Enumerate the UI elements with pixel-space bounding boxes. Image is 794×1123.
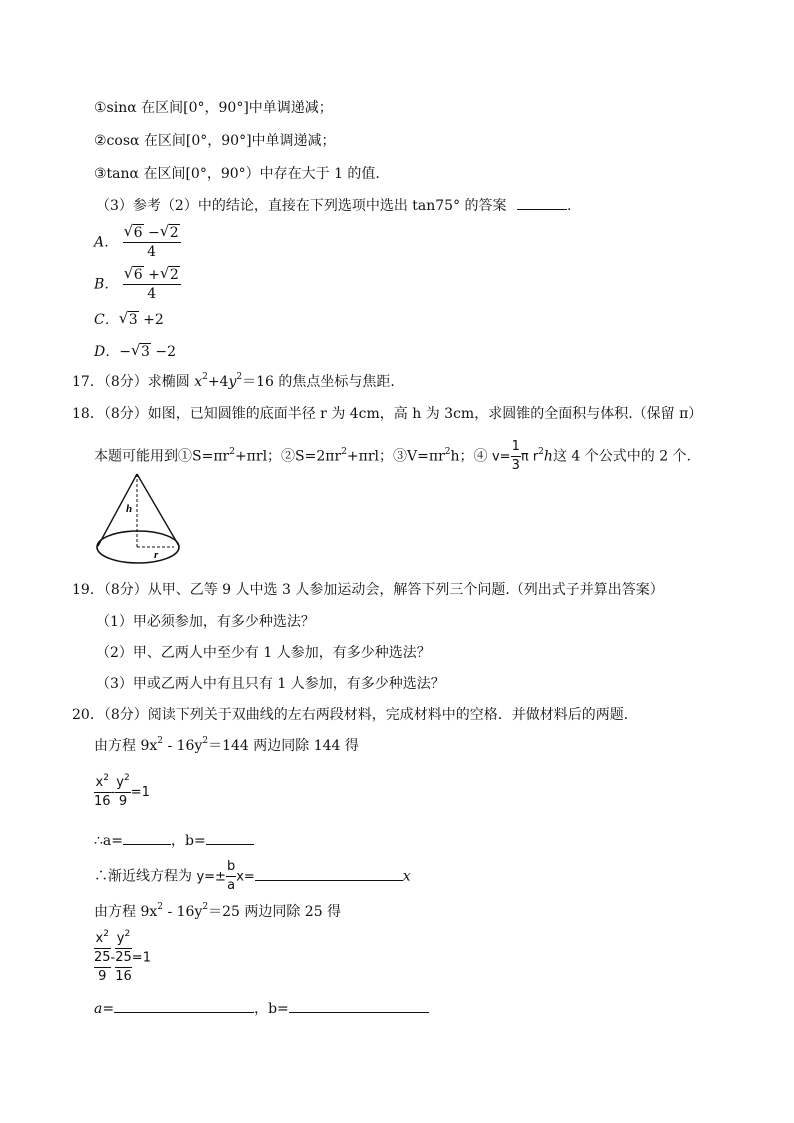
option-c[interactable]: C． √ 3 +2 — [94, 309, 164, 328]
equation-2: 由方程 $9x^2 - 16y^2=25$ 两边同除 25 得 — [94, 902, 342, 920]
one-third-fraction: $\frac{1}{3}$ — [511, 439, 520, 473]
formula-line: 本题可能用到$①S=\pi r^2+\pi rl$；$②S=2\pi r^2+\pi rl$；$③V=\pi r^2h$；④ v= $\frac{1}{3}$ π $r^2h$这 4 个公式中的 2 个. — [94, 439, 692, 473]
option-b-fraction: √ 6 + √ 2 4 — [123, 264, 179, 302]
option-a-fraction: √ 6 − √ 2 4 — [123, 222, 179, 260]
ab-values-2: a= ，b= — [94, 998, 429, 1019]
option-d[interactable]: D．− √ 3 −2 — [94, 341, 176, 360]
equation-1-normalized: $\frac{x^2}{16}$ - $\frac{y^2}{9}$ =1 — [94, 772, 150, 809]
item-2: ②cosα 在区间[0°，90°]中单调递减； — [94, 133, 336, 149]
part3-question: （3）参考（2）中的结论，直接在下列选项中选出 tan75° 的答案 . — [96, 195, 571, 216]
q19-sub-3: （3）甲或乙两人中有且只有 1 人参加，有多少种选法？ — [96, 676, 445, 692]
fraction-y2-9: $\frac{y^2}{9}$ — [116, 772, 130, 809]
fraction-b-a: $\frac{b}{a}$ — [226, 859, 236, 893]
answer-blank[interactable] — [517, 195, 567, 210]
label-h: h — [126, 503, 133, 515]
blank-asymptote[interactable] — [255, 866, 403, 881]
option-a[interactable]: A． √ 6 − √ 2 4 — [94, 222, 179, 260]
q19-sub-2: （2）甲、乙两人中至少有 1 人参加，有多少种选法？ — [96, 645, 431, 661]
asymptote-line: ∴渐近线方程为 y=± $\frac{b}{a}$ x= x — [94, 859, 411, 893]
blank-b2[interactable] — [289, 998, 429, 1013]
fraction-x2-25-9: $x^2$ 25 9 — [94, 928, 111, 984]
equation-1: 由方程 $9x^2 - 16y^2=144$ 两边同除 144 得 — [94, 736, 359, 754]
cone-side-right — [137, 474, 179, 546]
cone-figure — [94, 470, 186, 566]
fraction-y2-25-16: $y^2$ 25 16 — [115, 928, 132, 984]
question-20: 20．（8分）阅读下列关于双曲线的左右两段材料，完成材料中的空格．并做材料后的两题． — [72, 707, 638, 723]
blank-b1[interactable] — [206, 830, 254, 845]
item-1: ①sinα 在区间[0°，90°]中单调递减； — [94, 100, 333, 116]
item-3: ③tanα 在区间[0°，90°）中存在大于 1 的值. — [94, 166, 380, 182]
blank-a1[interactable] — [123, 830, 171, 845]
ab-values-1: ∴a= ，b= — [94, 830, 254, 851]
question-18: 18．（8分）如图，已知圆锥的底面半径 r 为 4cm，高 h 为 3cm，求圆锥的全面积与体积.（保留 π） — [72, 406, 703, 422]
fraction-x2-16: $\frac{x^2}{16}$ — [94, 772, 111, 809]
option-b[interactable]: B． √ 6 + √ 2 4 — [94, 264, 179, 302]
question-19: 19．（8分）从甲、乙等 9 人中选 3 人参加运动会，解答下列三个问题.（列出式子并算出答案） — [72, 582, 664, 598]
blank-a2[interactable] — [114, 998, 254, 1013]
question-17: 17．（8分）求椭圆 $x^2+4y^2=16$ 的焦点坐标与焦距. — [72, 372, 395, 390]
equation-2-normalized: $x^2$ 25 9 - $y^2$ 25 16 =1 — [94, 928, 151, 984]
label-r: r — [154, 549, 159, 561]
q19-sub-1: （1）甲必须参加，有多少种选法？ — [96, 614, 315, 630]
